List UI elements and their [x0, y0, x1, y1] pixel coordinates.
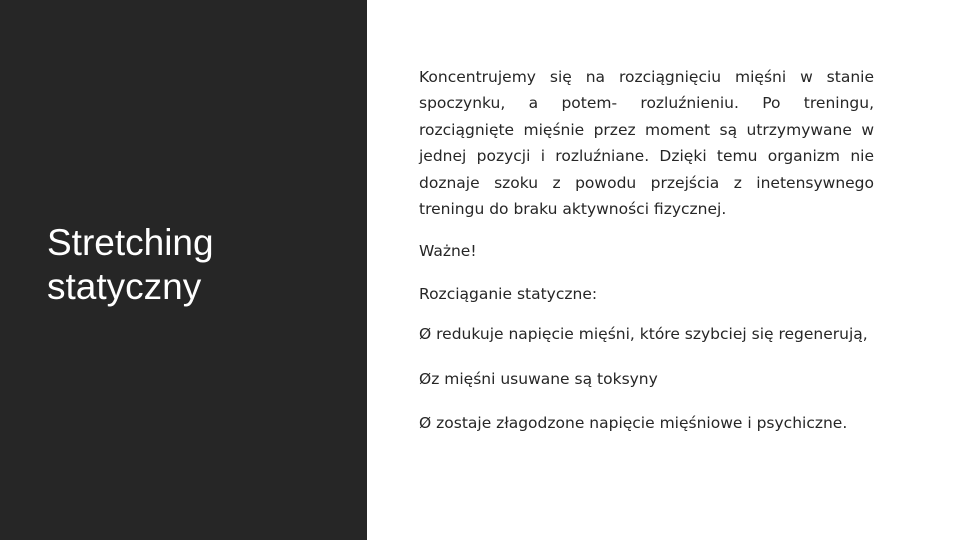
bullet-text: redukuje napięcie mięśni, które szybciej się regenerują,: [436, 325, 868, 344]
subheading: Rozciąganie statyczne:: [419, 284, 598, 303]
bullet-item: [419, 366, 874, 392]
bullet-item: [419, 410, 874, 436]
title-panel: [0, 0, 367, 540]
body-paragraph: Koncentrujemy się na rozciągnięciu mięśni w stanie spoczynku, a potem- rozluźnieniu. Po treningu, rozciągnięte mięśnie przez moment są utrzymywane w jednej pozycji i rozluźniane. Dzięki temu organizm nie doznaje szoku z powodu przejścia z inetensywnego treningu do braku aktywności fizycznej.: [419, 68, 874, 219]
bullet-item: [419, 321, 874, 347]
bullet-text: z mięśni usuwane są toksyny: [431, 369, 658, 388]
important-label: Ważne!: [419, 242, 477, 261]
arrow-bullet-icon: Ø: [419, 369, 432, 388]
slide-title-line-2: statyczny: [47, 266, 202, 307]
arrow-bullet-icon: Ø: [419, 414, 432, 433]
bullet-text: zostaje złagodzone napięcie mięśniowe i psychiczne.: [436, 414, 848, 433]
slide-title-line-1: Stretching: [47, 222, 214, 263]
slide-title: [47, 221, 347, 309]
arrow-bullet-icon: Ø: [419, 325, 432, 344]
slide-content: [419, 64, 874, 436]
